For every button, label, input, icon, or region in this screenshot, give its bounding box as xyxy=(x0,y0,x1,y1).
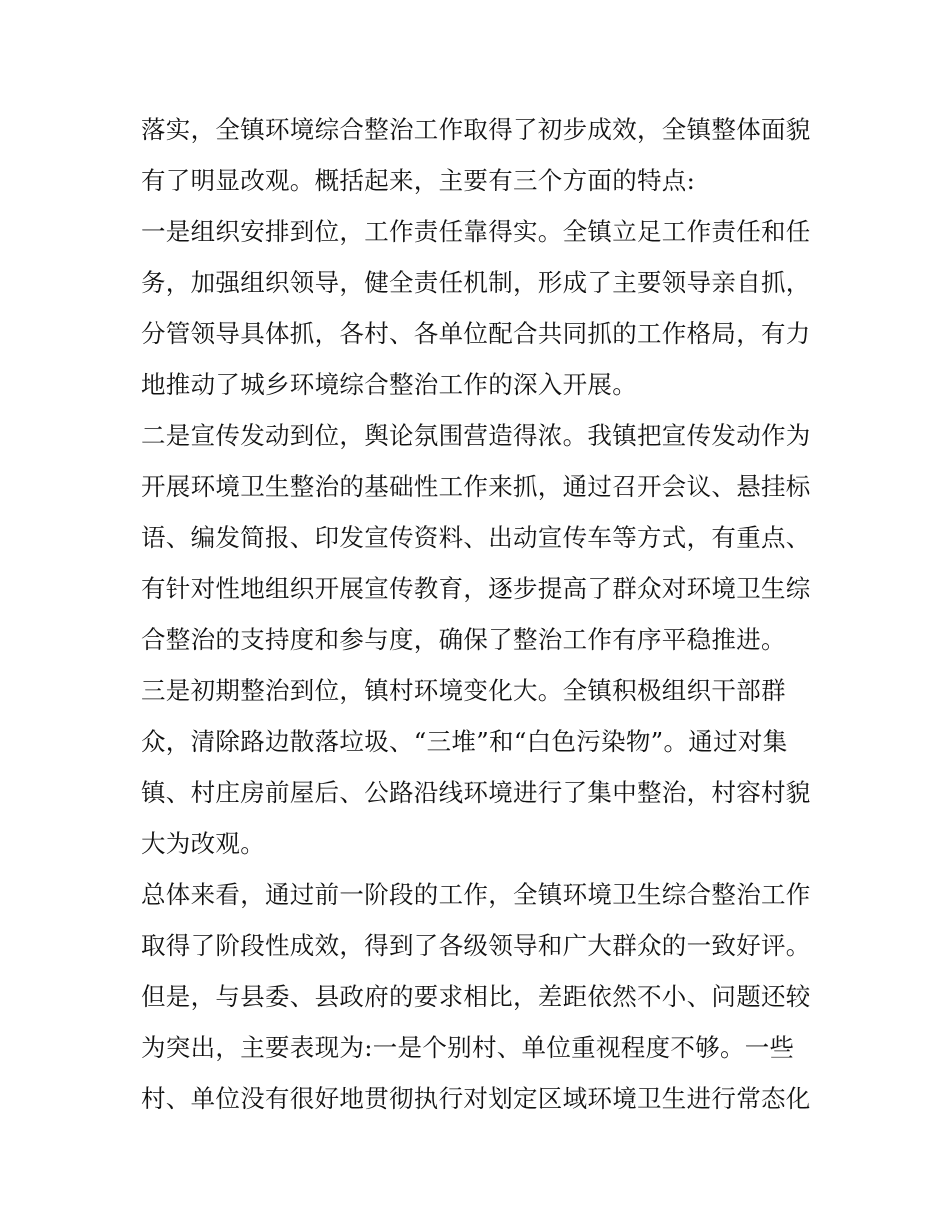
text-line: 地推动了城乡环境综合整治工作的深入开展。 xyxy=(141,370,637,399)
text-line: 总体来看，通过前一阶段的工作，全镇环境卫生综合整治工作 xyxy=(141,880,811,909)
document-body xyxy=(141,104,821,1124)
text-line: 但是，与县委、县政府的要求相比，差距依然不小、问题还较 xyxy=(141,982,811,1011)
text-line: 一是组织安排到位，工作责任靠得实。全镇立足工作责任和任 xyxy=(141,217,811,246)
text-line: 合整治的支持度和参与度，确保了整治工作有序平稳推进。 xyxy=(141,625,786,654)
text-line: 分管领导具体抓，各村、各单位配合共同抓的工作格局，有力 xyxy=(141,319,811,348)
text-line: 二是宣传发动到位，舆论氛围营造得浓。我镇把宣传发动作为 xyxy=(141,421,811,450)
text-line: 开展环境卫生整治的基础性工作来抓，通过召开会议、悬挂标 xyxy=(141,472,811,501)
text-line: 语、编发简报、印发宣传资料、出动宣传车等方式，有重点、 xyxy=(141,523,811,552)
text-line: 镇、村庄房前屋后、公路沿线环境进行了集中整治，村容村貌 xyxy=(141,778,811,807)
text-line: 大为改观。 xyxy=(141,829,265,858)
text-line: 落实，全镇环境综合整治工作取得了初步成效，全镇整体面貌 xyxy=(141,115,811,144)
text-line: 为突出，主要表现为:一是个别村、单位重视程度不够。一些 xyxy=(141,1033,795,1062)
text-line: 村、单位没有很好地贯彻执行对划定区域环境卫生进行常态化 xyxy=(141,1084,811,1113)
text-line: 有了明显改观。概括起来，主要有三个方面的特点: xyxy=(141,166,696,195)
text-line: 三是初期整治到位，镇村环境变化大。全镇积极组织干部群 xyxy=(141,676,786,705)
text-line: 取得了阶段性成效，得到了各级领导和广大群众的一致好评。 xyxy=(141,931,811,960)
text-line: 众，清除路边散落垃圾、“三堆”和“白色污染物”。通过对集 xyxy=(141,727,788,756)
text-line: 有针对性地组织开展宣传教育，逐步提高了群众对环境卫生综 xyxy=(141,574,811,603)
text-line: 务，加强组织领导，健全责任机制，形成了主要领导亲自抓， xyxy=(141,268,811,297)
